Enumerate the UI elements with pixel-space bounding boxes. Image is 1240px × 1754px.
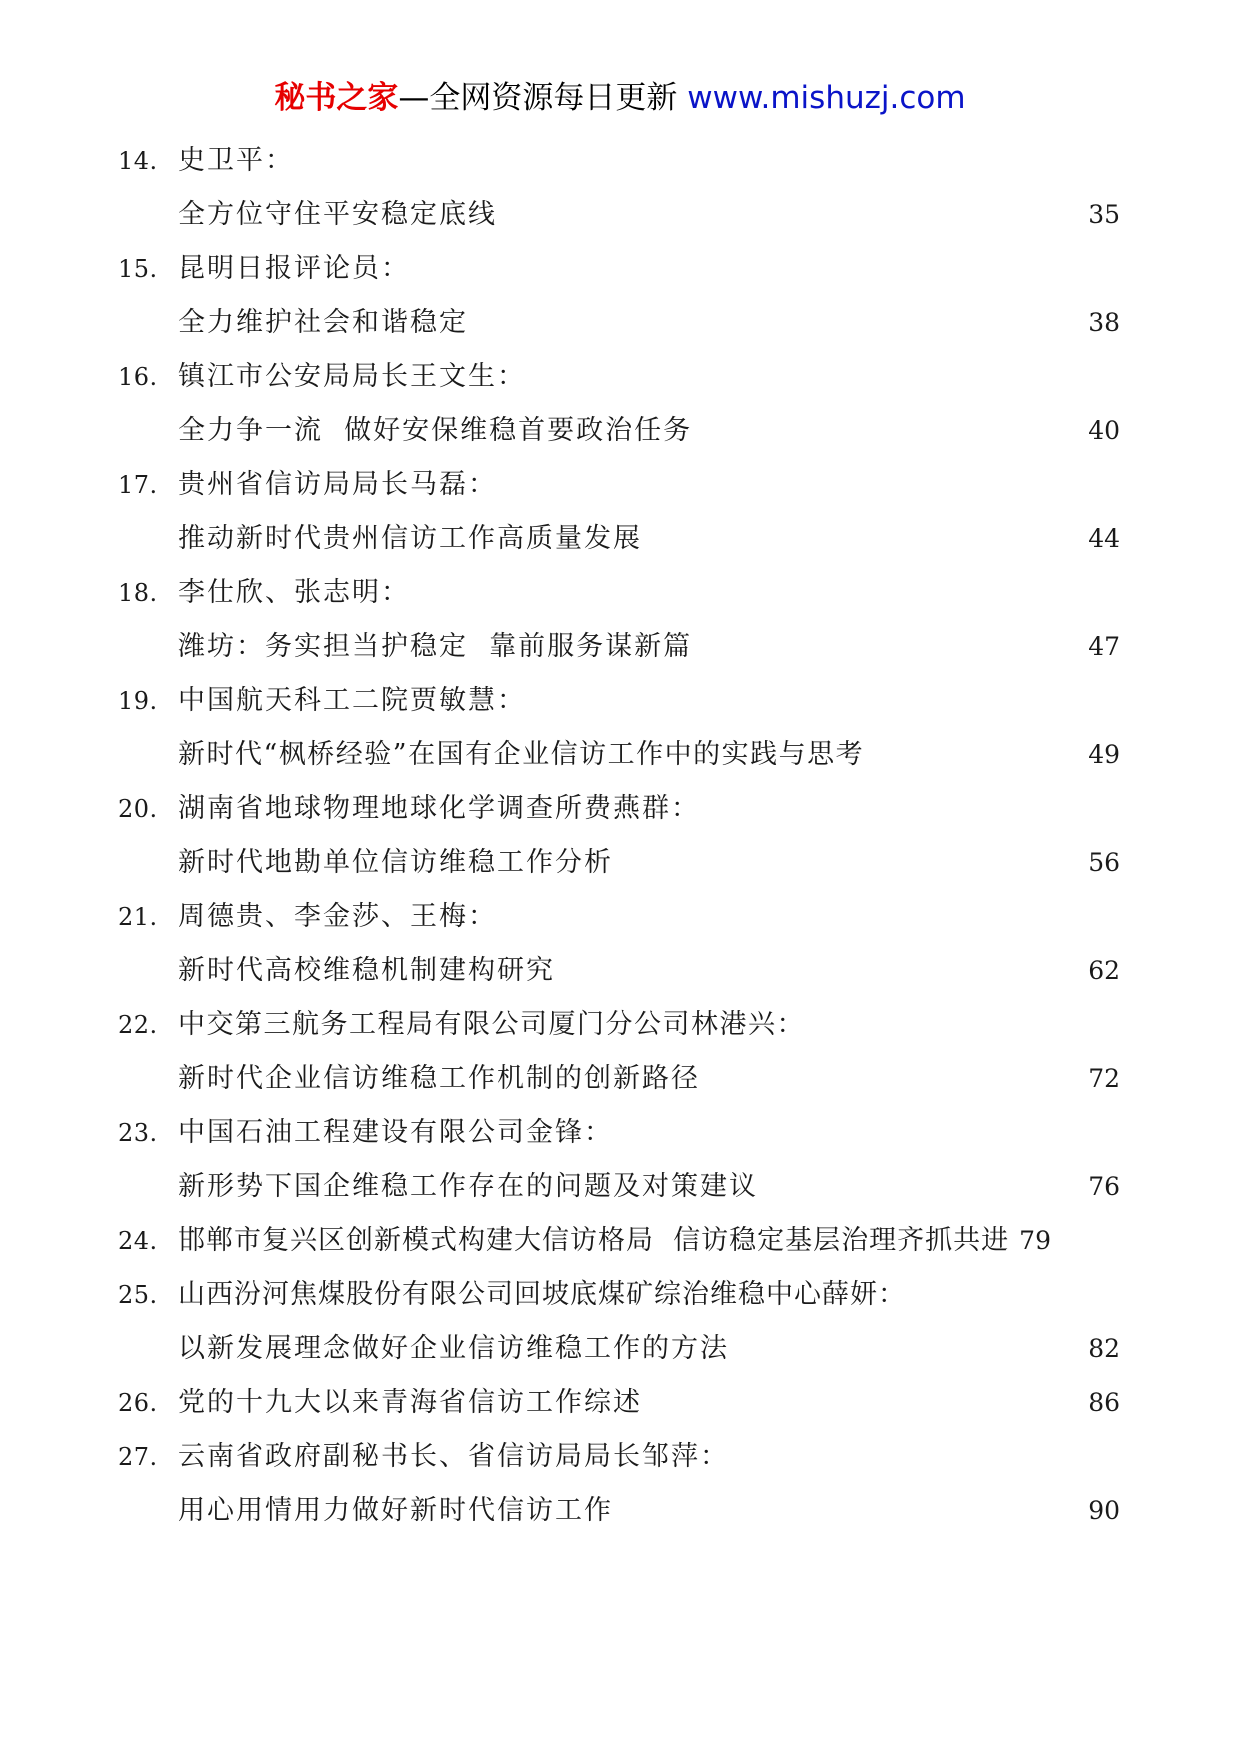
toc-entry-single-line[interactable] bbox=[0, 1376, 1240, 1430]
entry-page-number: 40 bbox=[1088, 416, 1120, 445]
site-banner bbox=[0, 78, 1240, 118]
entry-number: 22. bbox=[118, 1011, 158, 1039]
toc-entry-single-line[interactable] bbox=[0, 1214, 1240, 1268]
entry-page-number: 56 bbox=[1088, 848, 1120, 877]
entry-number: 27. bbox=[118, 1443, 158, 1471]
entry-number: 23. bbox=[118, 1119, 158, 1147]
entry-title: 新时代地勘单位信访维稳工作分析 bbox=[178, 847, 613, 878]
toc-entry-author-line bbox=[0, 134, 1240, 188]
entry-number: 24. bbox=[118, 1227, 158, 1255]
entry-page-number: 90 bbox=[1088, 1496, 1120, 1525]
entry-author: 中国航天科工二院贾敏慧： bbox=[178, 685, 526, 716]
entry-title: 新时代“枫桥经验”在国有企业信访工作中的实践与思考 bbox=[178, 739, 865, 770]
entry-title: 新时代高校维稳机制建构研究 bbox=[178, 955, 555, 986]
entry-page-number: 62 bbox=[1088, 956, 1120, 985]
entry-author: 昆明日报评论员： bbox=[178, 253, 410, 284]
toc-entry-author-line bbox=[0, 1430, 1240, 1484]
entry-number: 20. bbox=[118, 795, 158, 823]
entry-page-number: 79 bbox=[1019, 1226, 1051, 1255]
entry-title: 全力争一流 做好安保维稳首要政治任务 bbox=[178, 415, 693, 446]
entry-page-number: 72 bbox=[1088, 1064, 1120, 1093]
entry-title: 推动新时代贵州信访工作高质量发展 bbox=[178, 523, 642, 554]
entry-title: 全方位守住平安稳定底线 bbox=[178, 199, 497, 230]
toc-entry-author-line bbox=[0, 782, 1240, 836]
entry-page-number: 47 bbox=[1088, 632, 1120, 661]
toc-entry-author-line bbox=[0, 1268, 1240, 1322]
entry-number: 19. bbox=[118, 687, 158, 715]
toc-entry-author-line bbox=[0, 890, 1240, 944]
toc-entry-author-line bbox=[0, 458, 1240, 512]
entry-author: 中交第三航务工程局有限公司厦门分公司林港兴： bbox=[178, 1009, 805, 1040]
entry-author: 中国石油工程建设有限公司金锋： bbox=[178, 1117, 613, 1148]
entry-title: 党的十九大以来青海省信访工作综述 bbox=[178, 1387, 642, 1418]
toc-entry-title-line[interactable] bbox=[0, 296, 1240, 350]
toc-entry-author-line bbox=[0, 1106, 1240, 1160]
brand-name: 秘书之家 bbox=[274, 80, 399, 116]
entry-author: 山西汾河焦煤股份有限公司回坡底煤矿综治维稳中心薛妍： bbox=[178, 1279, 906, 1310]
site-url-link[interactable]: www.mishuzj.com bbox=[687, 80, 966, 116]
entry-author: 贵州省信访局局长马磊： bbox=[178, 469, 497, 500]
entry-number: 16. bbox=[118, 363, 158, 391]
entry-title: 用心用情用力做好新时代信访工作 bbox=[178, 1495, 613, 1526]
entry-author: 李仕欣、张志明： bbox=[178, 577, 410, 608]
entry-title: 邯郸市复兴区创新模式构建大信访格局 信访稳定基层治理齐抓共进 bbox=[178, 1225, 1010, 1256]
toc-entry-title-line[interactable] bbox=[0, 188, 1240, 242]
entry-title: 以新发展理念做好企业信访维稳工作的方法 bbox=[178, 1333, 729, 1364]
entry-title-with-page bbox=[178, 1214, 1051, 1268]
entry-author: 史卫平： bbox=[178, 145, 294, 176]
entry-page-number: 76 bbox=[1088, 1172, 1120, 1201]
entry-page-number: 49 bbox=[1088, 740, 1120, 769]
toc-entry-author-line bbox=[0, 350, 1240, 404]
entry-number: 15. bbox=[118, 255, 158, 283]
tagline: —全网资源每日更新 bbox=[398, 80, 688, 116]
toc-entry-title-line[interactable] bbox=[0, 404, 1240, 458]
entry-number: 18. bbox=[118, 579, 158, 607]
entry-page-number: 35 bbox=[1088, 200, 1120, 229]
entry-page-number: 82 bbox=[1088, 1334, 1120, 1363]
entry-title: 新形势下国企维稳工作存在的问题及对策建议 bbox=[178, 1171, 758, 1202]
toc-entry-title-line[interactable] bbox=[0, 1484, 1240, 1538]
toc-entry-author-line bbox=[0, 998, 1240, 1052]
entry-page-number: 86 bbox=[1088, 1388, 1120, 1417]
entry-page-number: 38 bbox=[1088, 308, 1120, 337]
entry-number: 17. bbox=[118, 471, 158, 499]
entry-number: 25. bbox=[118, 1281, 158, 1309]
toc-entry-title-line[interactable] bbox=[0, 1322, 1240, 1376]
entry-author: 周德贵、李金莎、王梅： bbox=[178, 901, 497, 932]
entry-number: 21. bbox=[118, 903, 158, 931]
entry-number: 14. bbox=[118, 147, 158, 175]
entry-title: 潍坊：务实担当护稳定 靠前服务谋新篇 bbox=[178, 631, 693, 662]
toc-entry-author-line bbox=[0, 566, 1240, 620]
toc-entry-title-line[interactable] bbox=[0, 728, 1240, 782]
entry-author: 镇江市公安局局长王文生： bbox=[178, 361, 526, 392]
toc-entry-title-line[interactable] bbox=[0, 944, 1240, 998]
entry-author: 云南省政府副秘书长、省信访局局长邹萍： bbox=[178, 1441, 729, 1472]
toc-entry-author-line bbox=[0, 674, 1240, 728]
entry-title: 新时代企业信访维稳工作机制的创新路径 bbox=[178, 1063, 700, 1094]
toc-entry-title-line[interactable] bbox=[0, 1160, 1240, 1214]
toc-entry-title-line[interactable] bbox=[0, 1052, 1240, 1106]
entry-number: 26. bbox=[118, 1389, 158, 1417]
toc-entry-title-line[interactable] bbox=[0, 836, 1240, 890]
toc-entry-author-line bbox=[0, 242, 1240, 296]
toc-entry-title-line[interactable] bbox=[0, 512, 1240, 566]
entry-author: 湖南省地球物理地球化学调查所费燕群： bbox=[178, 793, 700, 824]
toc-entry-title-line[interactable] bbox=[0, 620, 1240, 674]
entry-page-number: 44 bbox=[1088, 524, 1120, 553]
entry-title: 全力维护社会和谐稳定 bbox=[178, 307, 468, 338]
